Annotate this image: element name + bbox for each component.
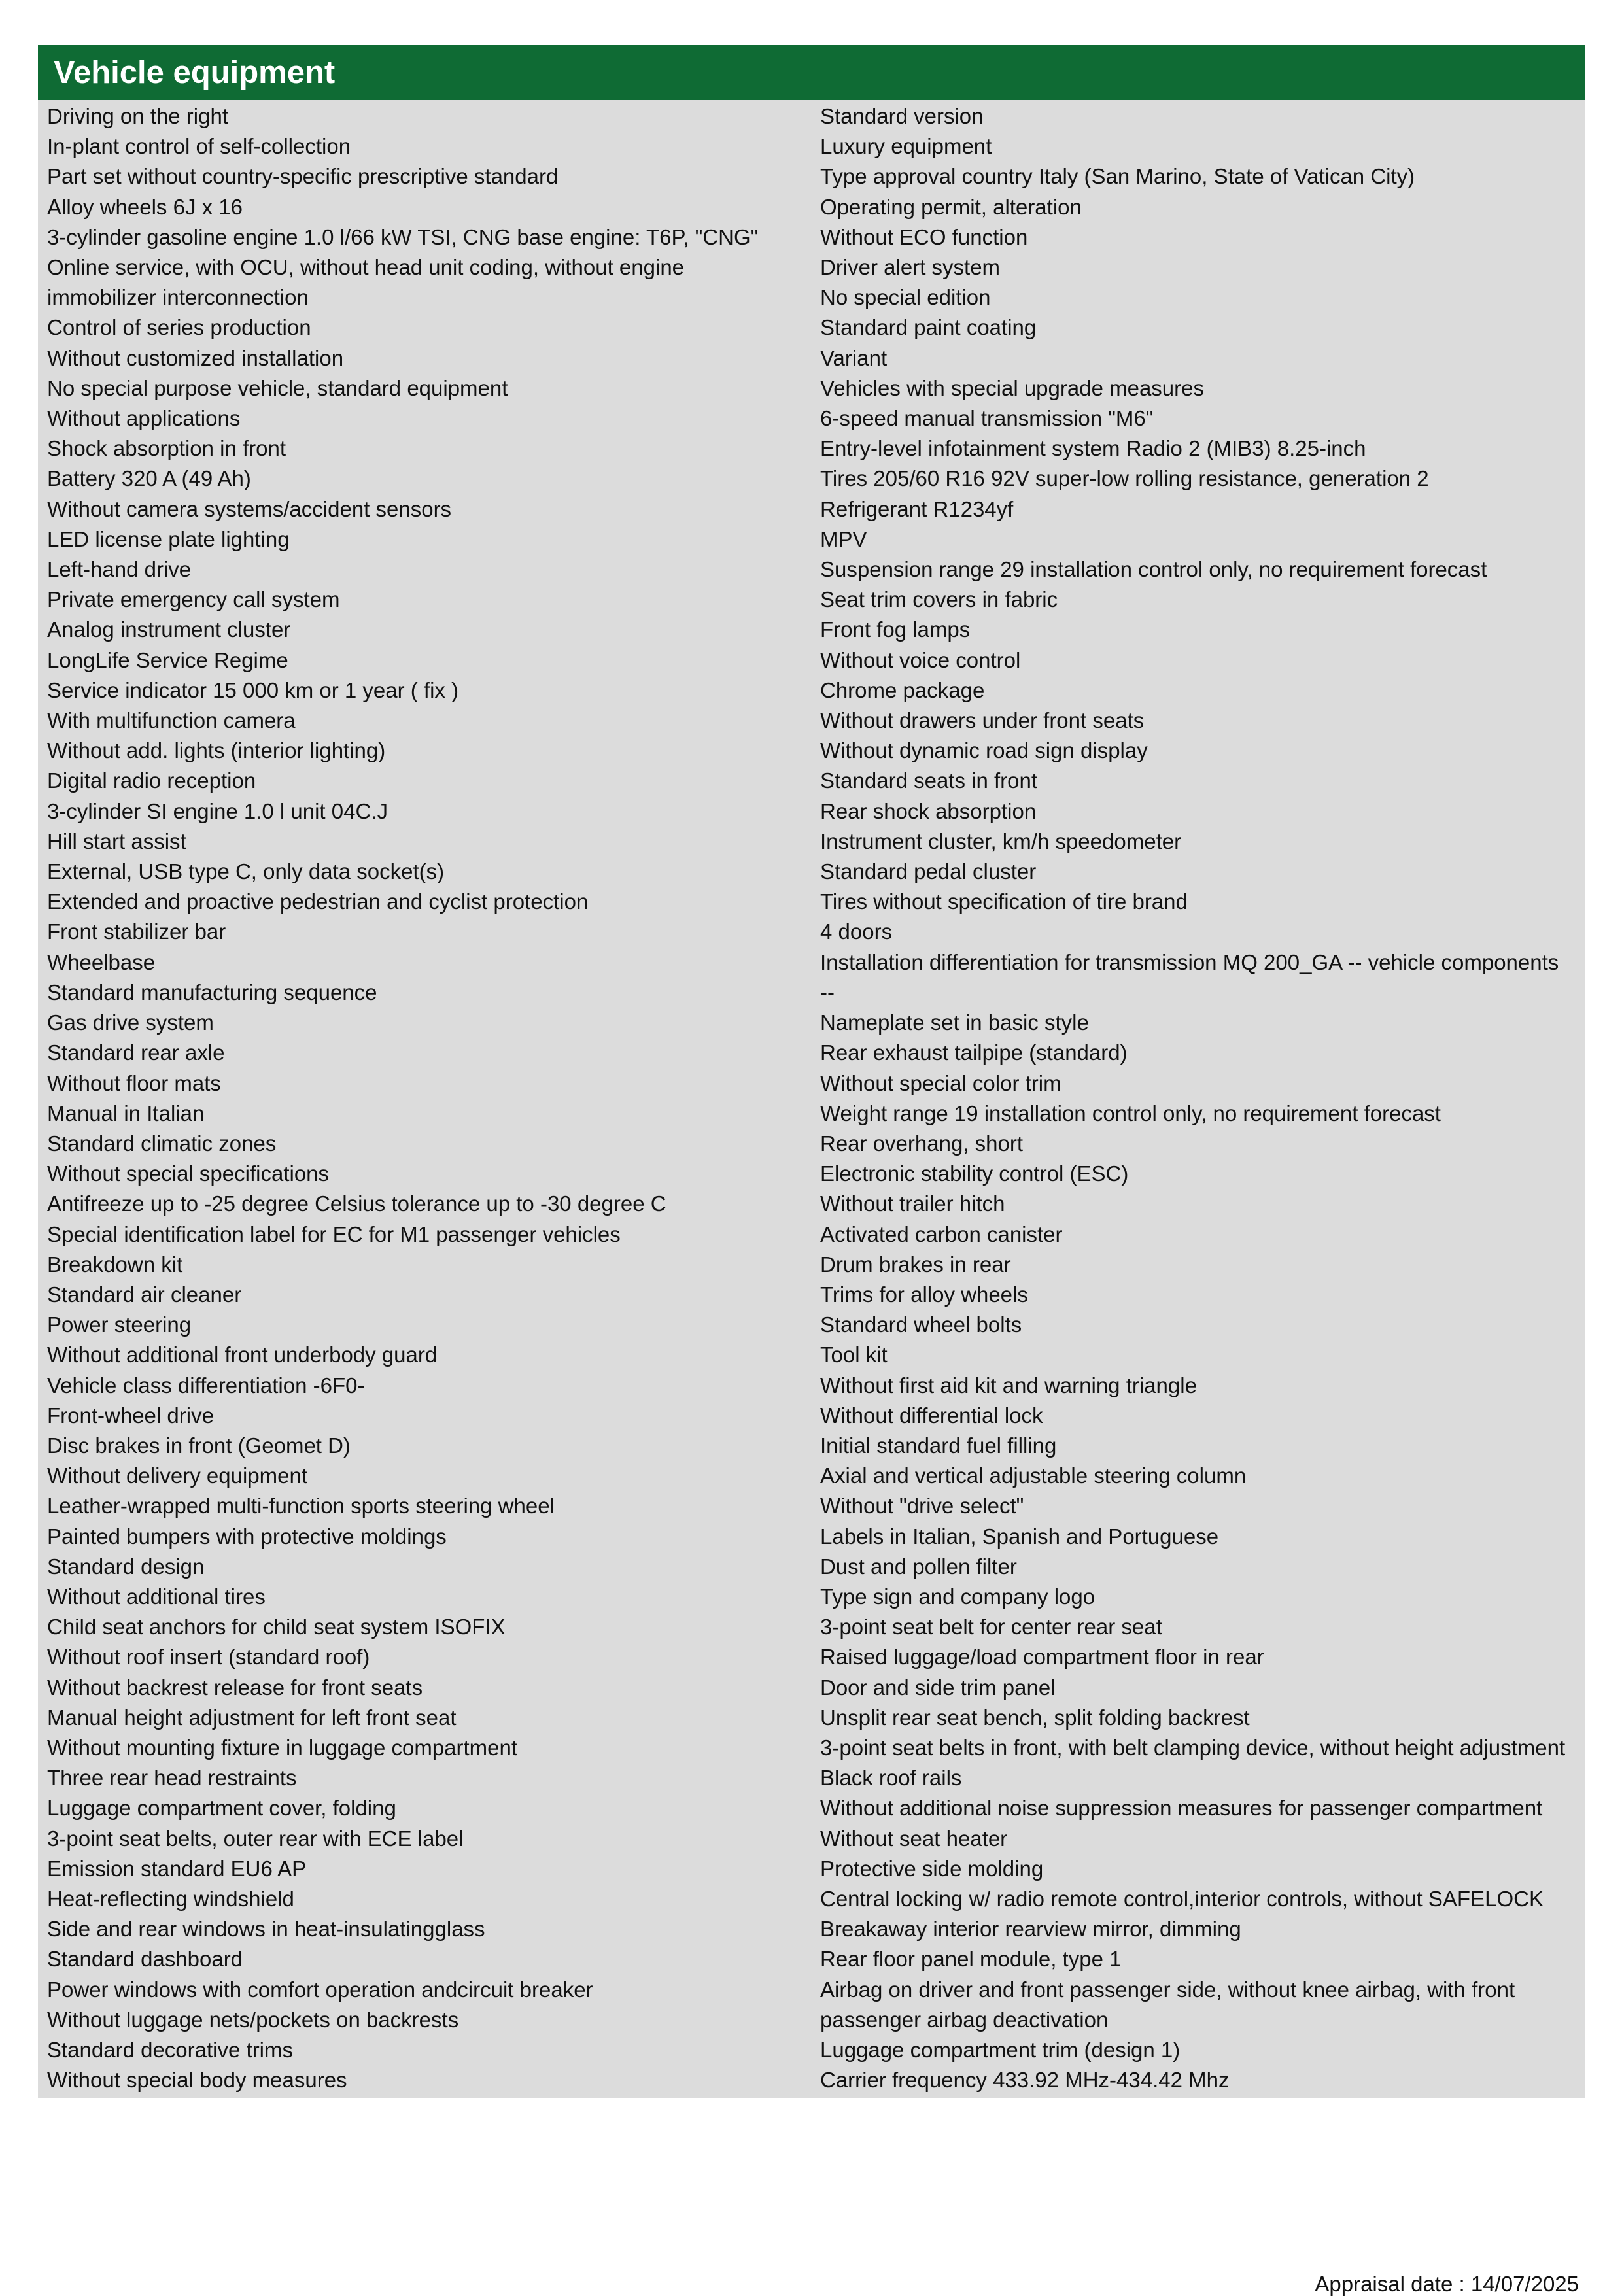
equipment-item: Suspension range 29 installation control only, no requirement forecast bbox=[820, 557, 1487, 582]
equipment-item: Operating permit, alteration bbox=[820, 194, 1082, 219]
equipment-item: passenger airbag deactivation bbox=[820, 2007, 1109, 2032]
equipment-item: No special edition bbox=[820, 285, 991, 310]
equipment-item: Front-wheel drive bbox=[47, 1403, 214, 1428]
equipment-item: Unsplit rear seat bench, split folding backrest bbox=[820, 1705, 1250, 1730]
equipment-item: Emission standard EU6 AP bbox=[47, 1856, 307, 1881]
equipment-item: LongLife Service Regime bbox=[47, 647, 288, 672]
equipment-item: Electronic stability control (ESC) bbox=[820, 1161, 1129, 1186]
equipment-item: Raised luggage/load compartment floor in rear bbox=[820, 1645, 1264, 1670]
equipment-item: Service indicator 15 000 km or 1 year ( fix ) bbox=[47, 677, 459, 702]
equipment-item: Chrome package bbox=[820, 677, 985, 702]
equipment-item: Standard paint coating bbox=[820, 315, 1037, 340]
equipment-item: Private emergency call system bbox=[47, 587, 340, 612]
equipment-item: Without special body measures bbox=[47, 2068, 347, 2093]
equipment-item: Without camera systems/accident sensors bbox=[47, 496, 452, 521]
equipment-item: No special purpose vehicle, standard equipment bbox=[47, 375, 508, 400]
equipment-item: Installation differentiation for transmission MQ 200_GA -- vehicle components bbox=[820, 950, 1559, 974]
equipment-item: 3-point seat belts in front, with belt clamping device, without height adjustment bbox=[820, 1735, 1566, 1760]
equipment-item: Antifreeze up to -25 degree Celsius tolerance up to -30 degree C bbox=[47, 1191, 666, 1216]
equipment-item: Power steering bbox=[47, 1312, 192, 1337]
equipment-item: Black roof rails bbox=[820, 1766, 962, 1791]
equipment-item: Leather-wrapped multi-function sports steering wheel bbox=[47, 1494, 555, 1518]
equipment-item: Weight range 19 installation control only, no requirement forecast bbox=[820, 1101, 1441, 1125]
equipment-item: Refrigerant R1234yf bbox=[820, 496, 1014, 521]
equipment-item: Tool kit bbox=[820, 1343, 888, 1367]
equipment-item: Without add. lights (interior lighting) bbox=[47, 738, 386, 763]
equipment-item: Power windows with comfort operation andcircuit breaker bbox=[47, 1977, 593, 2002]
equipment-item: Labels in Italian, Spanish and Portuguese bbox=[820, 1524, 1219, 1549]
equipment-item: Analog instrument cluster bbox=[47, 617, 291, 642]
equipment-item: Without "drive select" bbox=[820, 1494, 1024, 1518]
equipment-item: Standard seats in front bbox=[820, 768, 1038, 793]
equipment-item: Luxury equipment bbox=[820, 134, 992, 159]
equipment-item: MPV bbox=[820, 526, 867, 551]
equipment-item: Front fog lamps bbox=[820, 617, 971, 642]
equipment-item: Without roof insert (standard roof) bbox=[47, 1645, 370, 1670]
equipment-item: Left-hand drive bbox=[47, 557, 192, 582]
equipment-item: 3-cylinder gasoline engine 1.0 l/66 kW TSI, CNG base engine: T6P, "CNG" bbox=[47, 224, 759, 249]
equipment-item: Airbag on driver and front passenger side, without knee airbag, with front bbox=[820, 1977, 1515, 2002]
equipment-item: Trims for alloy wheels bbox=[820, 1282, 1028, 1307]
equipment-item: Tires 205/60 R16 92V super-low rolling resistance, generation 2 bbox=[820, 466, 1429, 491]
equipment-item: Standard dashboard bbox=[47, 1947, 243, 1972]
equipment-item: Type sign and company logo bbox=[820, 1584, 1096, 1609]
equipment-item: Breakdown kit bbox=[47, 1252, 183, 1277]
equipment-item: Rear overhang, short bbox=[820, 1131, 1024, 1156]
equipment-item: Luggage compartment trim (design 1) bbox=[820, 2038, 1181, 2062]
equipment-item: Without luggage nets/pockets on backrests bbox=[47, 2007, 459, 2032]
equipment-item: Initial standard fuel filling bbox=[820, 1433, 1057, 1458]
equipment-item: Standard pedal cluster bbox=[820, 859, 1037, 884]
equipment-item: Without seat heater bbox=[820, 1826, 1008, 1851]
equipment-item: Drum brakes in rear bbox=[820, 1252, 1011, 1277]
section-title: Vehicle equipment bbox=[54, 54, 336, 90]
equipment-item: Without additional front underbody guard bbox=[47, 1343, 438, 1367]
equipment-item: Battery 320 A (49 Ah) bbox=[47, 466, 251, 491]
equipment-item: Seat trim covers in fabric bbox=[820, 587, 1058, 612]
equipment-item: Without differential lock bbox=[820, 1403, 1043, 1428]
equipment-column-right bbox=[811, 101, 1585, 2095]
equipment-item: Variant bbox=[820, 345, 888, 370]
equipment-item: Vehicles with special upgrade measures bbox=[820, 375, 1204, 400]
equipment-item: Carrier frequency 433.92 MHz-434.42 Mhz bbox=[820, 2068, 1230, 2093]
equipment-item: Without additional tires bbox=[47, 1584, 266, 1609]
equipment-item: Without floor mats bbox=[47, 1071, 221, 1095]
equipment-item: Alloy wheels 6J x 16 bbox=[47, 194, 243, 219]
equipment-item: Special identification label for EC for M1 passenger vehicles bbox=[47, 1222, 621, 1246]
equipment-item: Front stabilizer bar bbox=[47, 919, 226, 944]
equipment-item: 4 doors bbox=[820, 919, 893, 944]
equipment-item: Wheelbase bbox=[47, 950, 156, 974]
equipment-item: Rear exhaust tailpipe (standard) bbox=[820, 1040, 1128, 1065]
equipment-item: Standard climatic zones bbox=[47, 1131, 277, 1156]
equipment-item: Without first aid kit and warning triangle bbox=[820, 1373, 1197, 1397]
equipment-item: Without special specifications bbox=[47, 1161, 330, 1186]
equipment-list bbox=[38, 100, 1585, 2098]
equipment-item: immobilizer interconnection bbox=[47, 285, 309, 310]
equipment-item: Protective side molding bbox=[820, 1856, 1044, 1881]
equipment-item: Without additional noise suppression measures for passenger compartment bbox=[820, 1796, 1543, 1821]
equipment-item: Disc brakes in front (Geomet D) bbox=[47, 1433, 351, 1458]
section-header bbox=[38, 45, 1585, 100]
equipment-item: Breakaway interior rearview mirror, dimming bbox=[820, 1917, 1241, 1942]
equipment-item: Heat-reflecting windshield bbox=[47, 1886, 294, 1911]
equipment-item: Driving on the right bbox=[47, 104, 228, 128]
equipment-item: Painted bumpers with protective moldings bbox=[47, 1524, 447, 1549]
equipment-item: Three rear head restraints bbox=[47, 1766, 297, 1791]
equipment-item: Rear floor panel module, type 1 bbox=[820, 1947, 1122, 1972]
equipment-item: External, USB type C, only data socket(s) bbox=[47, 859, 445, 884]
equipment-item: With multifunction camera bbox=[47, 708, 296, 733]
equipment-item: Without mounting fixture in luggage compartment bbox=[47, 1735, 518, 1760]
equipment-item: Without dynamic road sign display bbox=[820, 738, 1148, 763]
equipment-item: Gas drive system bbox=[47, 1010, 214, 1035]
equipment-item: Without customized installation bbox=[47, 345, 344, 370]
equipment-column-left bbox=[38, 101, 811, 2095]
equipment-item: Standard design bbox=[47, 1554, 205, 1579]
equipment-item: Digital radio reception bbox=[47, 768, 256, 793]
equipment-item: Standard rear axle bbox=[47, 1040, 225, 1065]
equipment-item: Without voice control bbox=[820, 647, 1021, 672]
equipment-item: -- bbox=[820, 980, 835, 1004]
equipment-item: Standard version bbox=[820, 104, 984, 128]
equipment-item: Without applications bbox=[47, 406, 241, 431]
equipment-item: In-plant control of self-collection bbox=[47, 134, 351, 159]
equipment-item: Nameplate set in basic style bbox=[820, 1010, 1089, 1035]
equipment-item: Part set without country-specific prescriptive standard bbox=[47, 164, 559, 189]
equipment-item: 3-cylinder SI engine 1.0 l unit 04C.J bbox=[47, 798, 388, 823]
equipment-item: Activated carbon canister bbox=[820, 1222, 1063, 1246]
equipment-item: Without delivery equipment bbox=[47, 1464, 308, 1488]
equipment-item: Hill start assist bbox=[47, 829, 186, 853]
equipment-item: Standard wheel bolts bbox=[820, 1312, 1022, 1337]
equipment-item: 3-point seat belts, outer rear with ECE label bbox=[47, 1826, 464, 1851]
equipment-item: Side and rear windows in heat-insulatingglass bbox=[47, 1917, 485, 1942]
equipment-item: Shock absorption in front bbox=[47, 436, 286, 461]
equipment-item: Without ECO function bbox=[820, 224, 1028, 249]
equipment-item: Without backrest release for front seats bbox=[47, 1675, 423, 1700]
equipment-item: Control of series production bbox=[47, 315, 311, 340]
equipment-item: Without trailer hitch bbox=[820, 1191, 1005, 1216]
equipment-item: Driver alert system bbox=[820, 255, 1001, 280]
equipment-item: Entry-level infotainment system Radio 2 (MIB3) 8.25-inch bbox=[820, 436, 1366, 461]
vehicle-equipment-section bbox=[38, 45, 1585, 2098]
equipment-item: Standard decorative trims bbox=[47, 2038, 294, 2062]
equipment-item: Standard manufacturing sequence bbox=[47, 980, 377, 1004]
equipment-item: Standard air cleaner bbox=[47, 1282, 242, 1307]
equipment-item: Manual height adjustment for left front seat bbox=[47, 1705, 457, 1730]
equipment-item: Rear shock absorption bbox=[820, 798, 1037, 823]
equipment-item: Door and side trim panel bbox=[820, 1675, 1056, 1700]
equipment-item: Luggage compartment cover, folding bbox=[47, 1796, 396, 1821]
equipment-item: Vehicle class differentiation -6F0- bbox=[47, 1373, 365, 1397]
equipment-item: Instrument cluster, km/h speedometer bbox=[820, 829, 1182, 853]
equipment-item: Type approval country Italy (San Marino, State of Vatican City) bbox=[820, 164, 1415, 189]
equipment-item: LED license plate lighting bbox=[47, 526, 290, 551]
equipment-item: Without special color trim bbox=[820, 1071, 1061, 1095]
equipment-item: Central locking w/ radio remote control,interior controls, without SAFELOCK bbox=[820, 1886, 1544, 1911]
appraisal-date: Appraisal date : 14/07/2025 bbox=[1315, 2272, 1579, 2296]
equipment-item: Without drawers under front seats bbox=[820, 708, 1145, 733]
equipment-item: Tires without specification of tire brand bbox=[820, 889, 1188, 914]
equipment-item: 3-point seat belt for center rear seat bbox=[820, 1615, 1162, 1639]
equipment-item: Extended and proactive pedestrian and cyclist protection bbox=[47, 889, 589, 914]
equipment-item: 6-speed manual transmission "M6" bbox=[820, 406, 1154, 431]
equipment-item: Axial and vertical adjustable steering column bbox=[820, 1464, 1247, 1488]
equipment-item: Child seat anchors for child seat system ISOFIX bbox=[47, 1615, 506, 1639]
equipment-item: Online service, with OCU, without head unit coding, without engine bbox=[47, 255, 685, 280]
equipment-item: Manual in Italian bbox=[47, 1101, 205, 1125]
equipment-item: Dust and pollen filter bbox=[820, 1554, 1017, 1579]
